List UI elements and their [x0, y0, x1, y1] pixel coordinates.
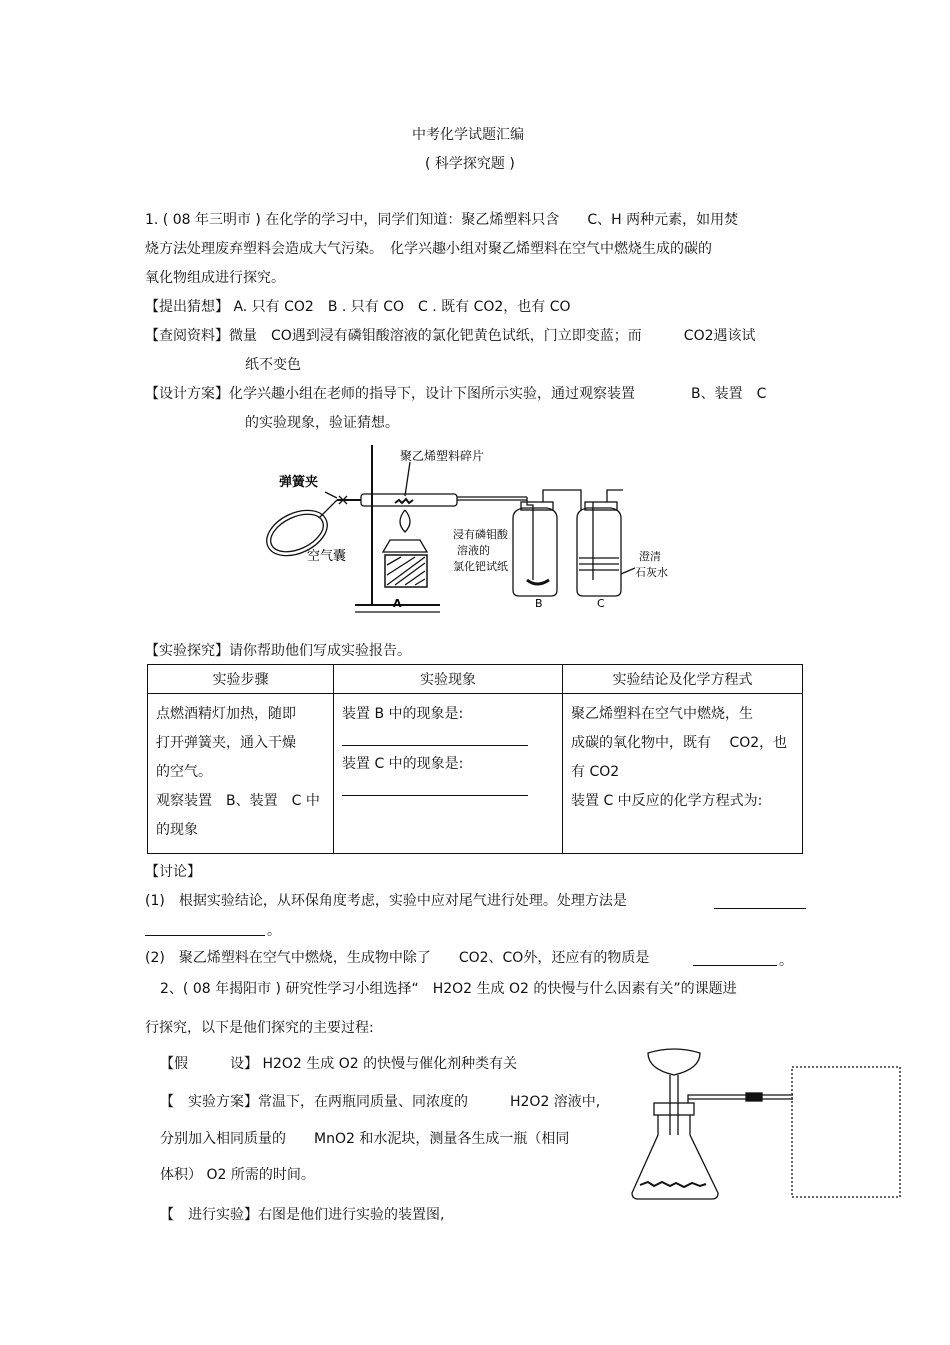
- discuss-2-end: 。: [779, 953, 793, 969]
- q2-plan-3: 体积） O2 所需的时间。: [160, 1167, 315, 1183]
- q2-hypothesis: 【假 设】 H2O2 生成 O2 的快慢与催化剂种类有关: [160, 1056, 518, 1072]
- q1-reference-1: 【查阅资料】微量 CO遇到浸有磷钼酸溶液的氯化钯黄色试纸，门立即变蓝；而 CO2遇该试: [145, 328, 756, 344]
- table-header-phenomena: 实验现象: [334, 665, 563, 694]
- phenomenon-b-label: 装置 B 中的现象是:: [342, 706, 464, 722]
- q2-line-1: 2、( 08 年揭阳市 ) 研究性学习小组选择“ H2O2 生成 O2 的快慢与什么因素有关”的课题进: [160, 981, 737, 997]
- label-clip: 弹簧夹: [279, 475, 319, 490]
- label-air-bag: 空气囊: [307, 549, 347, 564]
- q1-plan-1: 【设计方案】化学兴趣小组在老师的指导下，设计下图所示实验，通过观察装置 B、装置 C: [145, 386, 767, 402]
- label-lime-2: 石灰水: [635, 566, 668, 579]
- table-header-steps: 实验步骤: [148, 665, 334, 694]
- label-paper-1: 浸有磷钼酸: [453, 528, 508, 541]
- q2-plan-2: 分别加入相同质量的 MnO2 和水泥块，测量各生成一瓶（相同: [160, 1131, 570, 1147]
- table-row: [148, 694, 803, 854]
- conclusion-line: 聚乙烯塑料在空气中燃烧，生: [571, 706, 753, 722]
- page-title: 中考化学试题汇编: [412, 127, 524, 143]
- discuss-1-end: 。: [267, 923, 281, 939]
- funnel-icon: [648, 1049, 700, 1075]
- label-plastic: 聚乙烯塑料碎片: [400, 449, 485, 463]
- step-line: 打开弹簧夹，通入干燥: [156, 735, 296, 751]
- q1-explore: 【实验探究】请你帮助他们写成实验报告。: [145, 643, 411, 659]
- report-table: [147, 664, 803, 854]
- phenomenon-b-blank[interactable]: [342, 745, 528, 746]
- table-header-conclusion: 实验结论及化学方程式: [563, 665, 803, 694]
- conclusion-line: 成碳的氧化物中，既有 CO2，也: [571, 735, 788, 751]
- label-A: A: [393, 597, 402, 610]
- q1-discuss-2: (2) 聚乙烯塑料在空气中燃烧，生成物中除了 CO2、CO外，还应有的物质是: [145, 950, 650, 966]
- step-line: 点燃酒精灯加热，随即: [156, 706, 296, 722]
- label-C: C: [597, 597, 605, 610]
- table-header-row: [148, 665, 803, 694]
- step-line: 的空气。: [156, 764, 212, 780]
- q1-guess: 【提出猜想】 A. 只有 CO2 B . 只有 CO C . 既有 CO2，也有 CO: [145, 299, 571, 315]
- conclusion-line: 装置 C 中反应的化学方程式为:: [571, 793, 763, 809]
- conclusion-line: 有 CO2: [571, 764, 620, 780]
- discuss-1-blank-b[interactable]: [145, 921, 265, 936]
- cell-steps: [148, 694, 334, 854]
- discuss-2-blank[interactable]: [693, 951, 777, 966]
- q1-line-3: 氧化物组成进行探究。: [145, 270, 285, 286]
- label-B: B: [535, 597, 543, 610]
- step-line: 的现象: [156, 822, 198, 838]
- page-subtitle: ( 科学探究题 ): [425, 156, 515, 172]
- q1-discuss: 【讨论】: [145, 864, 201, 880]
- q1-plan-2: 的实验现象，验证猜想。: [245, 415, 399, 431]
- cell-phenomena: [334, 694, 563, 854]
- q1-line-1: 1. ( 08 年三明市 ) 在化学的学习中，同学们知道：聚乙烯塑料只含 C、H 两种元素，如用焚: [145, 212, 739, 228]
- discuss-1-blank-a[interactable]: [714, 894, 806, 909]
- q1-discuss-1: (1) 根据实验结论，从环保角度考虑，实验中应对尾气进行处理。处理方法是: [145, 893, 627, 909]
- gas-collection-box: [792, 1067, 900, 1197]
- label-paper-3: 氯化钯试纸: [453, 560, 508, 573]
- label-lime-1: 澄清: [639, 550, 661, 563]
- phenomenon-c-label: 装置 C 中的现象是:: [342, 756, 464, 772]
- cell-conclusion: [563, 694, 803, 854]
- q1-reference-2: 纸不变色: [245, 357, 301, 373]
- apparatus-figure-1: [255, 440, 675, 620]
- q2-plan-1: 【 实验方案】常温下，在两瓶同质量、同浓度的 H2O2 溶液中,: [160, 1094, 601, 1110]
- q1-line-2: 烧方法处理废弃塑料会造成大气污染。 化学兴趣小组对聚乙烯塑料在空气中燃烧生成的碳的: [145, 241, 712, 257]
- label-paper-2: 溶液的: [457, 544, 490, 557]
- step-line: 观察装置 B、装置 C 中: [156, 793, 320, 809]
- q2-line-2: 行探究，以下是他们探究的主要过程:: [145, 1020, 374, 1036]
- q2-experiment: 【 进行实验】右图是他们进行实验的装置图,: [160, 1207, 445, 1223]
- apparatus-figure-2: [628, 1045, 908, 1205]
- phenomenon-c-blank[interactable]: [342, 795, 528, 796]
